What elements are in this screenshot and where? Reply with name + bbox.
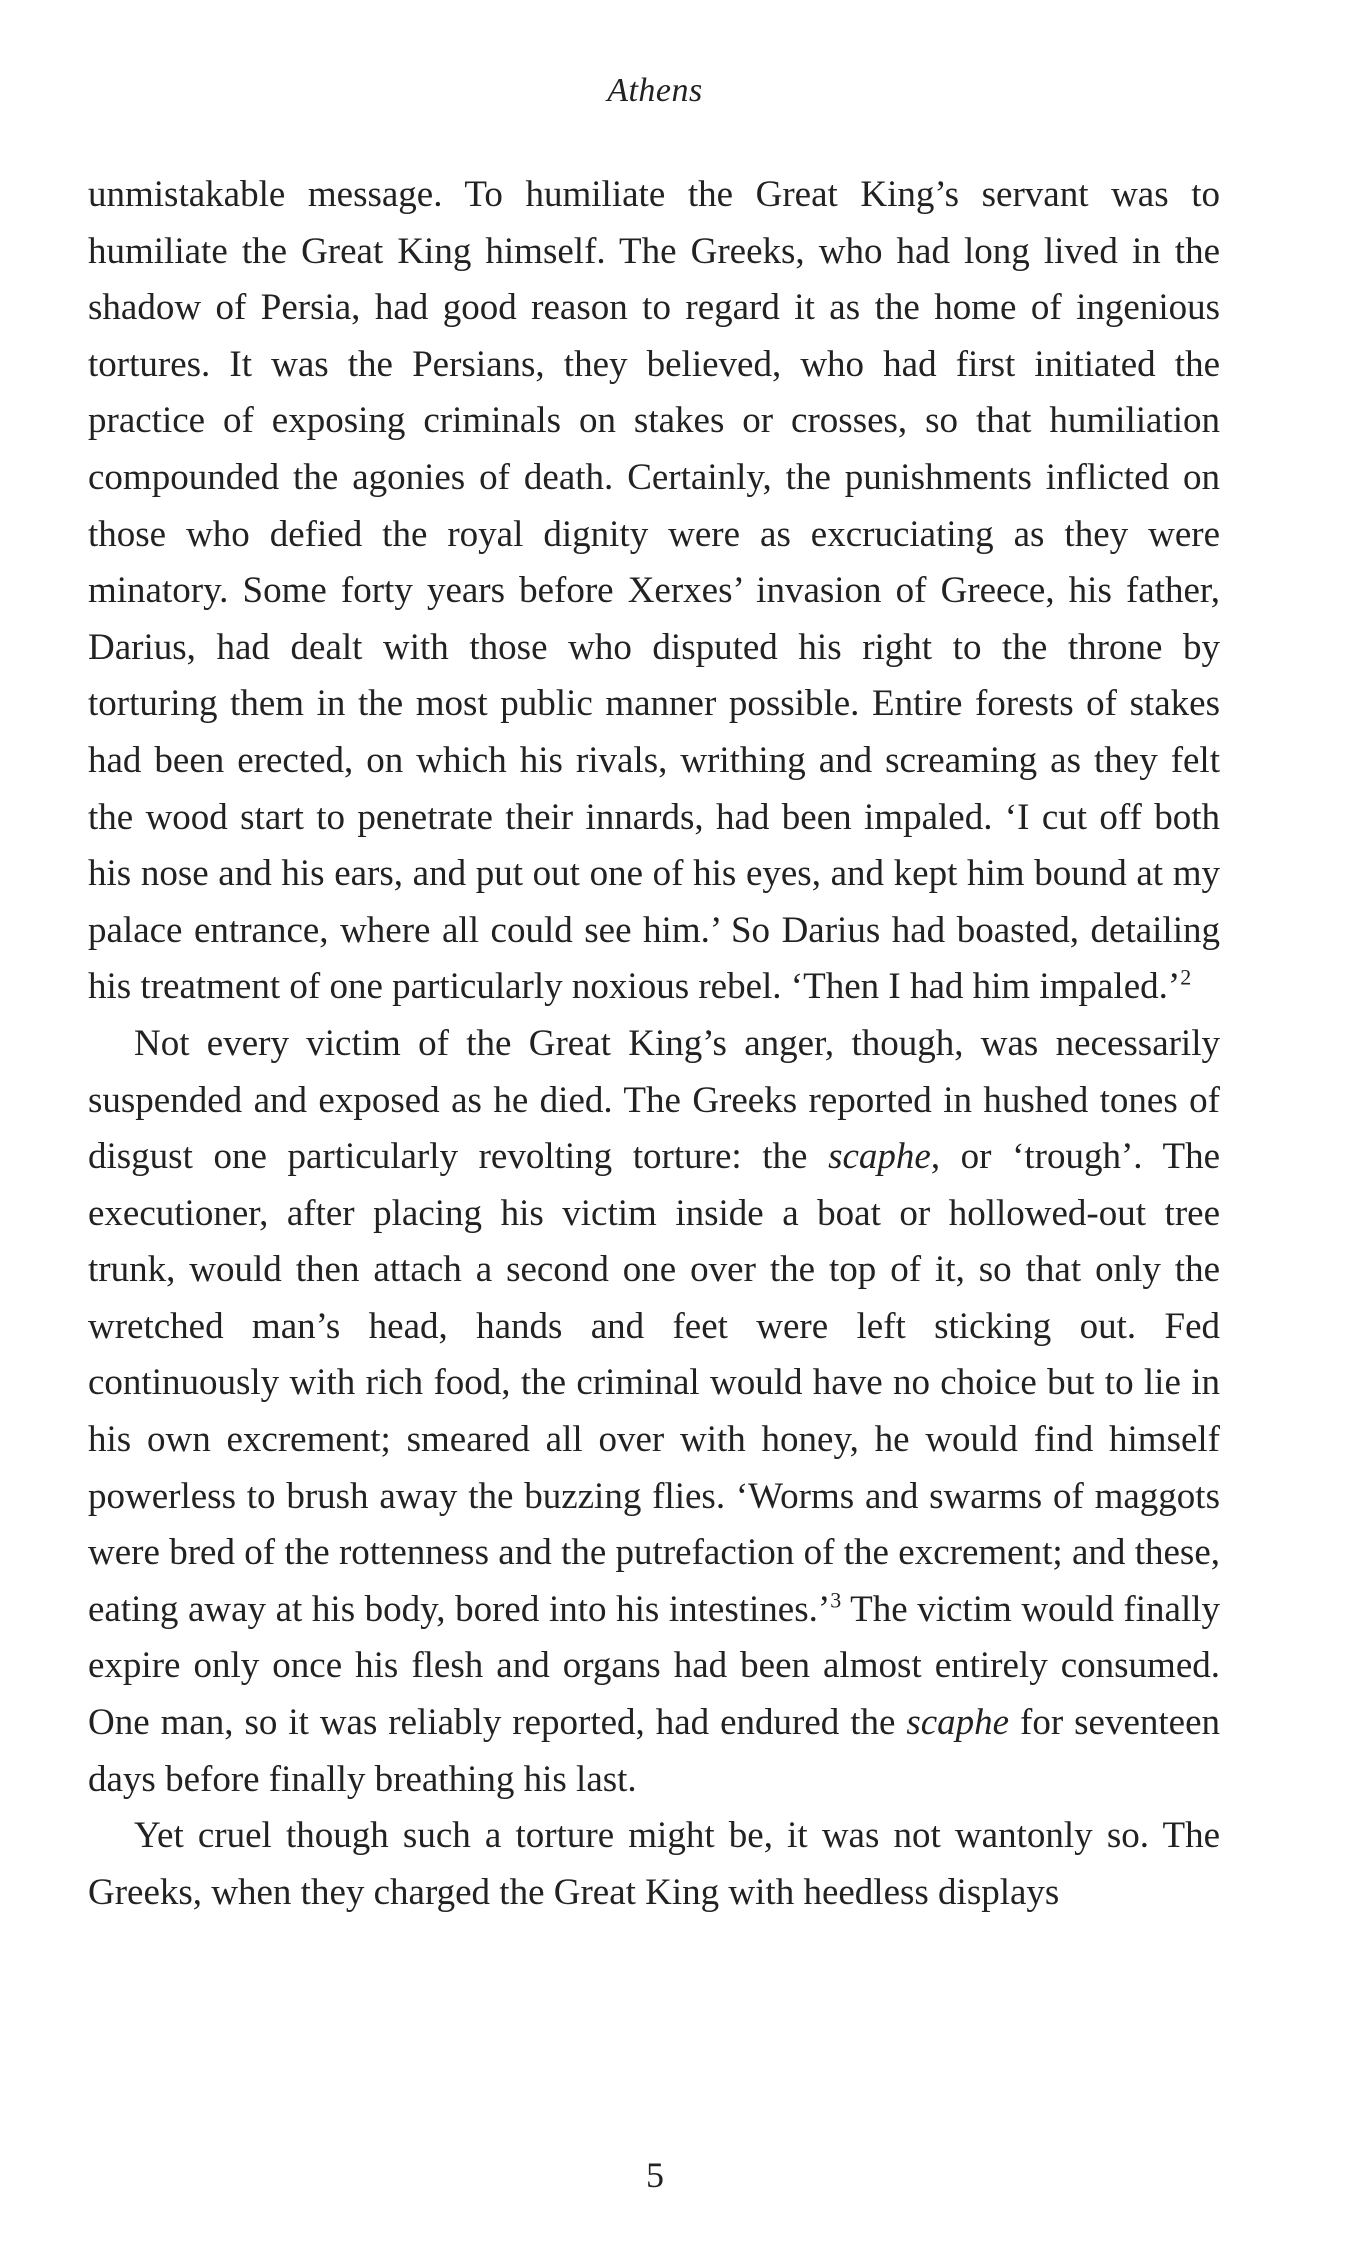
page-number: 5 — [646, 2155, 664, 2195]
footnote-marker-2: 2 — [1180, 964, 1192, 990]
paragraph-1 — [88, 167, 1220, 1016]
italic-term-scaphe: scaphe — [828, 1136, 931, 1178]
running-head: Athens — [607, 72, 703, 109]
paragraph-2 — [88, 1016, 1220, 1808]
body-text — [88, 167, 1220, 1921]
text-run: , or ‘trough’. The executioner, after placing his victim inside a boat or hollowed-out tree trunk, would then attach a second one over the top of it, so that only the wretched man’s head, hands and feet were left sticking out. Fed continuously with rich food, the criminal would have no choice but to lie in his own excrement; smeared all over with honey, he would find himself powerless to brush away the buzzing flies. ‘Worms and swarms of maggots were bred of the rottenness and the putrefaction of the excrement; and these, eating away at his body, bored into his intestines.’ — [88, 1136, 1221, 1630]
italic-term-scaphe: scaphe — [906, 1702, 1010, 1744]
text-run: for seventeen days before finally breathing his last. — [88, 1702, 1220, 1800]
text-run: Not every victim of the Great King’s anger, though, was necessarily suspended and exposed as he died. The Greeks reported in hushed tones of disgust one particularly revolting torture: the — [88, 1022, 1220, 1178]
text-run: The victim would finally expire only once his flesh and organs had been almost entirely consumed. One man, so it was reliably reported, had endured the — [88, 1588, 1221, 1744]
footnote-marker-3: 3 — [830, 1587, 842, 1613]
paragraph-3 — [88, 1808, 1220, 1921]
text-run: unmistakable message. To humiliate the Great King’s servant was to humiliate the Great King himself. The Greeks, who had long lived in the shadow of Persia, had good reason to regard it as the home of ingenious tortures. It was the Persians, they believed, who had first initiated the practice of exposing criminals on stakes or crosses, so that humiliation compounded the agonies of death. Certainly, the punishments inflicted on those who defied the royal dignity were as excruciating as they were minatory. Some forty years before Xerxes’ invasion of Greece, his father, Darius, had dealt with those who disputed his right to the throne by torturing them in the most public manner possible. Entire forests of stakes had been erected, on which his rivals, writhing and screaming as they felt the wood start to penetrate their innards, had been impaled. ‘I cut off both his nose and his ears, and put out one of his eyes, and kept him bound at my palace entrance, where all could see him.’ So Darius had boasted, detailing his treatment of one particularly noxious rebel. ‘Then I had him impaled.’ — [88, 174, 1220, 1008]
text-run: Yet cruel though such a torture might be, it was not wantonly so. The Greeks, when they charged the Great King with heedless displays — [88, 1815, 1220, 1913]
